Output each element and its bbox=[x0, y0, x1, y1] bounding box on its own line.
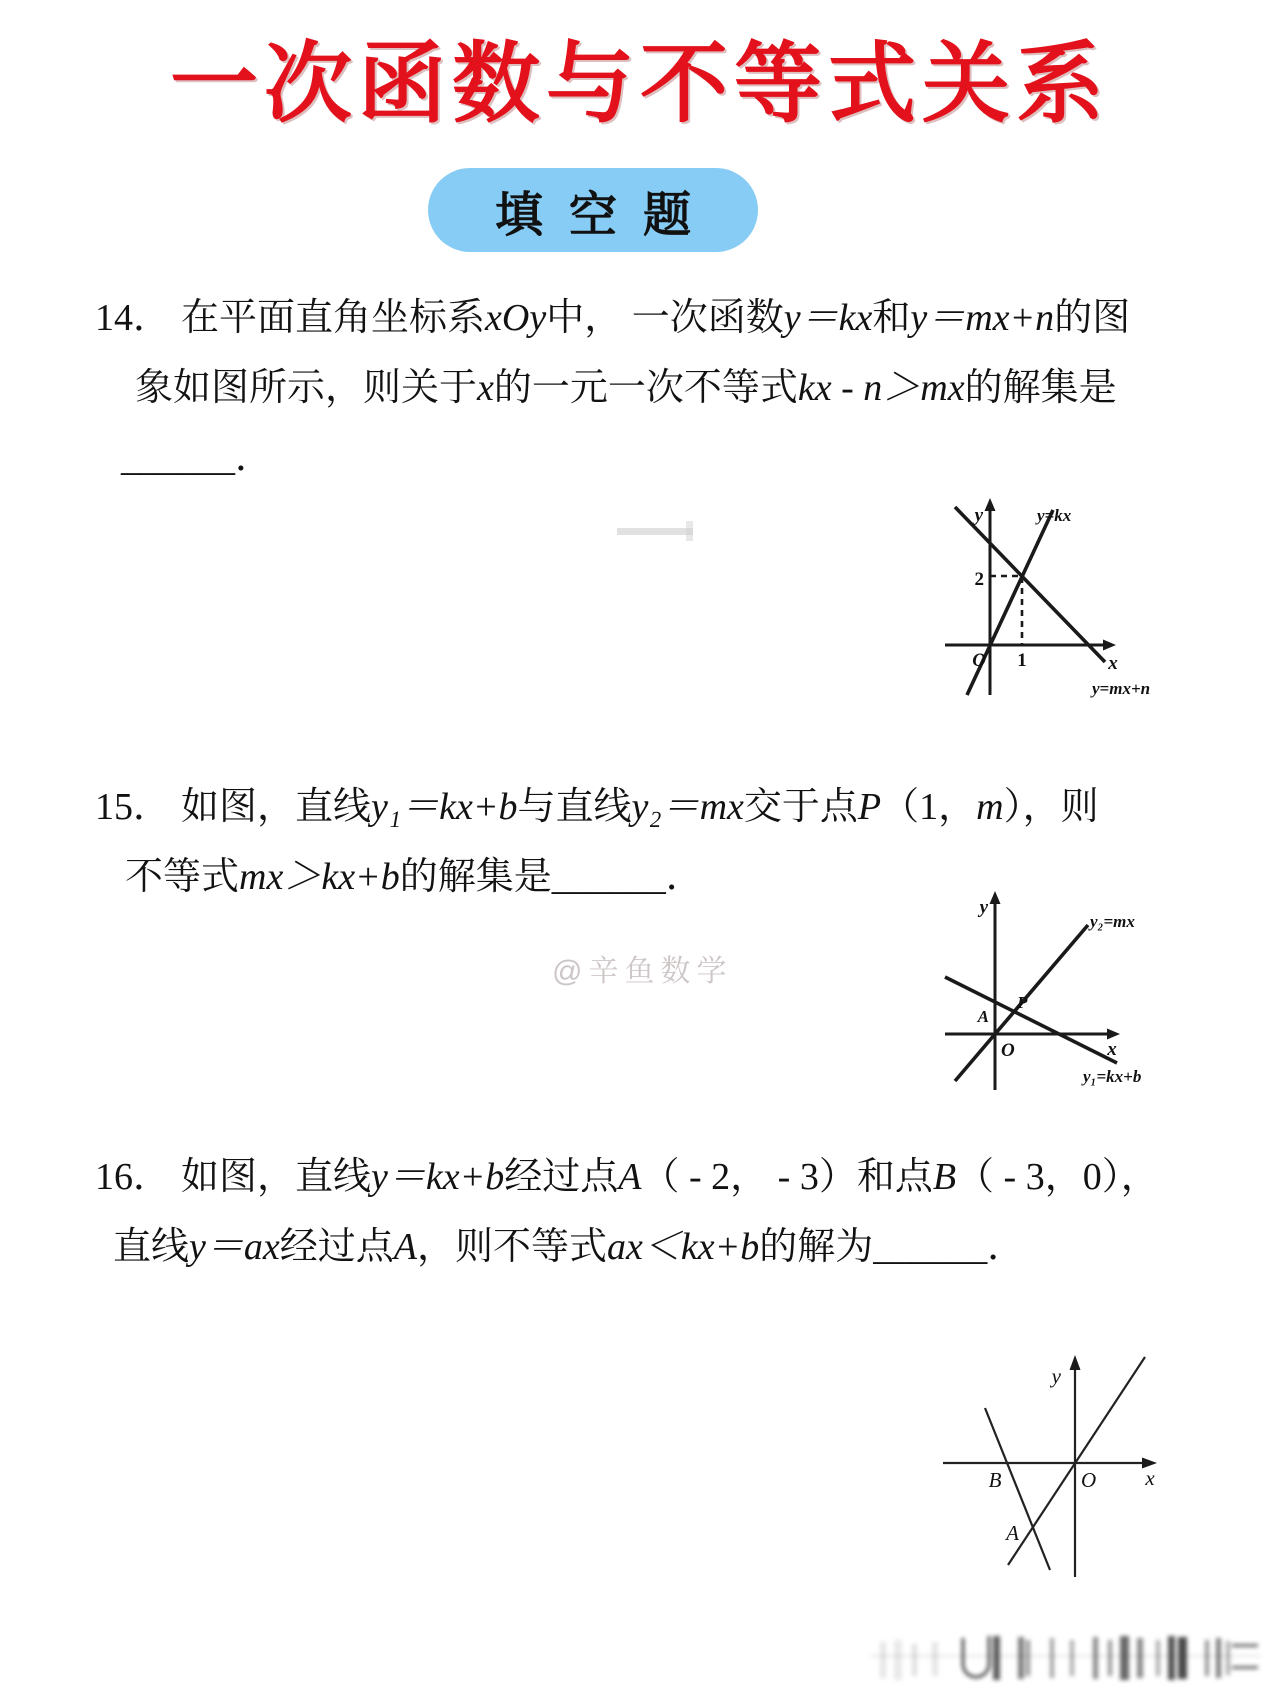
watermark: @辛鱼数学 bbox=[552, 955, 733, 988]
fig16-origin-label: O bbox=[1081, 1468, 1097, 1492]
problem-16-line-1 bbox=[95, 1142, 1205, 1212]
scan-artifact-hook bbox=[686, 521, 693, 541]
figure-14-graph bbox=[855, 495, 1185, 700]
fig15-y-axis-arrow bbox=[990, 891, 1001, 904]
problem-14-text-1: 在平面直角坐标系xOy中， 一次函数y＝kx和y＝mx+n的图 bbox=[181, 297, 1131, 339]
problem-14-number: 14． bbox=[95, 297, 172, 339]
fig15-x-axis-arrow bbox=[1107, 1029, 1120, 1040]
fig14-y-axis-label: y bbox=[974, 505, 983, 526]
fig14-line-kx-label: y=kx bbox=[1037, 506, 1072, 525]
fig15-y-axis-label: y bbox=[979, 897, 988, 918]
fig15-line-y1-label: y₁=kx+b bbox=[1083, 1067, 1142, 1086]
problem-15-line-1 bbox=[95, 772, 1205, 842]
fig15-point-a-label: A bbox=[977, 1007, 989, 1026]
fig15-point-p-label: P bbox=[1017, 993, 1028, 1012]
problem-15-line-2: 不等式mx＞kx+b的解集是______． bbox=[125, 856, 704, 898]
fig14-line-mxn-label: y=mx+n bbox=[1092, 679, 1151, 698]
problem-15-text-1: 如图，直线y₁＝kx+b与直线y₂＝mx交于点P（1，m），则 bbox=[181, 786, 1099, 828]
fig16-point-b-label: B bbox=[988, 1468, 1002, 1492]
fig16-point-a-label: A bbox=[1006, 1521, 1019, 1545]
problem-15-number: 15． bbox=[95, 786, 172, 828]
scan-artifact-dash bbox=[617, 528, 693, 535]
problem-14-line-1 bbox=[95, 283, 1205, 353]
figure-15-graph bbox=[930, 885, 1190, 1097]
problem-14-blank: ______． bbox=[121, 437, 274, 479]
problem-16 bbox=[95, 1142, 1205, 1282]
fig14-x-axis-label: x bbox=[1108, 653, 1118, 674]
problem-16-text-1: 如图，直线y＝kx+b经过点A（ - 2， - 3）和点B（ - 3，0）， bbox=[181, 1156, 1159, 1198]
fig14-x-axis-arrow bbox=[1103, 640, 1116, 651]
problem-16-line-2: 直线y＝ax经过点A，则不等式ax＜kx+b的解为______． bbox=[113, 1226, 1026, 1268]
fig15-line-y2-label: y₂=mx bbox=[1090, 912, 1135, 931]
fig15-x-axis-label: x bbox=[1107, 1039, 1117, 1060]
section-badge: 填空题 bbox=[428, 168, 758, 252]
fig16-y-axis-label: y bbox=[1051, 1364, 1061, 1388]
problem-14 bbox=[95, 283, 1205, 493]
fig16-x-axis-label: x bbox=[1145, 1466, 1155, 1490]
page-title: 一次函数与不等式关系 bbox=[169, 34, 1110, 133]
smudged-text-artifact bbox=[860, 1628, 1270, 1692]
fig16-y-axis-arrow bbox=[1070, 1355, 1081, 1370]
fig14-origin-label: O bbox=[972, 650, 986, 671]
fig15-origin-label: O bbox=[1001, 1040, 1015, 1061]
problem-14-line-2: 象如图所示，则关于x的一元一次不等式kx - n＞mx的解集是 bbox=[135, 367, 1117, 409]
fig16-line-through-origin bbox=[1008, 1357, 1145, 1565]
figure-16-graph bbox=[920, 1350, 1185, 1590]
smudge-bars bbox=[870, 1636, 1260, 1680]
problem-16-number: 16． bbox=[95, 1156, 172, 1198]
fig14-y-axis-arrow bbox=[985, 498, 996, 511]
fig14-tick-2: 2 bbox=[974, 569, 984, 590]
fig14-tick-1: 1 bbox=[1017, 650, 1027, 671]
